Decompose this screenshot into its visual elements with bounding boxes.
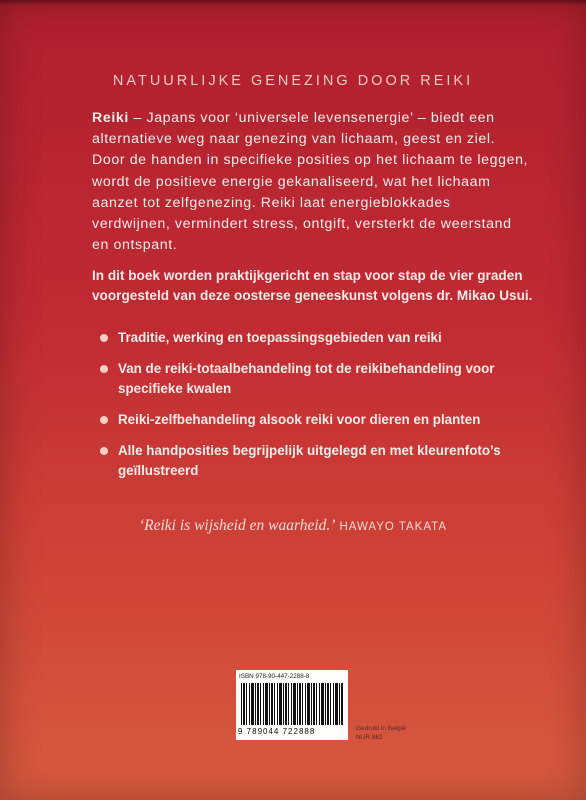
bullet-icon [100,416,108,424]
list-item [100,359,540,399]
list-item-text: Reiki-zelfbehandeling alsook reiki voor dieren en planten [118,412,481,427]
list-item-text: Traditie, werking en toepassingsgebieden van reiki [118,330,442,345]
printed-location: Gedrukt in België [356,725,406,732]
intro-lead: Reiki [92,110,129,126]
bullet-icon [100,365,108,373]
intro-body: – Japans voor ‘universele levensenergie’ – biedt een alternatieve weg naar genezing van lichaam, geest en ziel. Door de handen in specifieke posities op het lichaam te leggen, wordt de positieve energie gekanaliseerd, wat het lichaam aanzet tot zelfgenezing. Reiki laat energieblokkades verdwijnen, vermindert stress, ontgift, versterkt de weerstand en ontspant. [92,110,529,254]
feature-list [100,328,540,492]
list-item-text: Van de reiki-totaalbehandeling tot de reikibehandeling voor specifieke kwalen [118,361,495,396]
intro-paragraph [92,108,532,256]
list-item [100,328,540,348]
bullet-icon [100,334,108,342]
bullet-icon [100,447,108,455]
barcode-icon [241,683,343,725]
cover-heading: NATUURLIJKE GENEZING DOOR REIKI [112,73,474,89]
quote-text: ‘Reiki is wijsheid en waarheid.’ [138,517,336,534]
quote [0,517,586,535]
isbn-text: ISBN 978-90-447-2288-8 [239,673,310,680]
ean-digits: 9 789044 722888 [238,727,316,736]
list-item [100,441,540,481]
list-item [100,410,540,430]
quote-author: HAWAYO TAKATA [339,521,448,533]
list-item-text: Alle handposities begrijpelijk uitgelegd en met kleurenfoto’s geïllustreerd [118,443,501,478]
barcode-label [236,670,348,740]
nur-code: NUR 861 [356,734,383,741]
print-info [356,724,406,742]
summary-paragraph: In dit boek worden praktijkgericht en stap voor stap de vier graden voorgesteld van deze oosterse geneeskunst volgens dr. Mikao Usui. [92,268,533,303]
